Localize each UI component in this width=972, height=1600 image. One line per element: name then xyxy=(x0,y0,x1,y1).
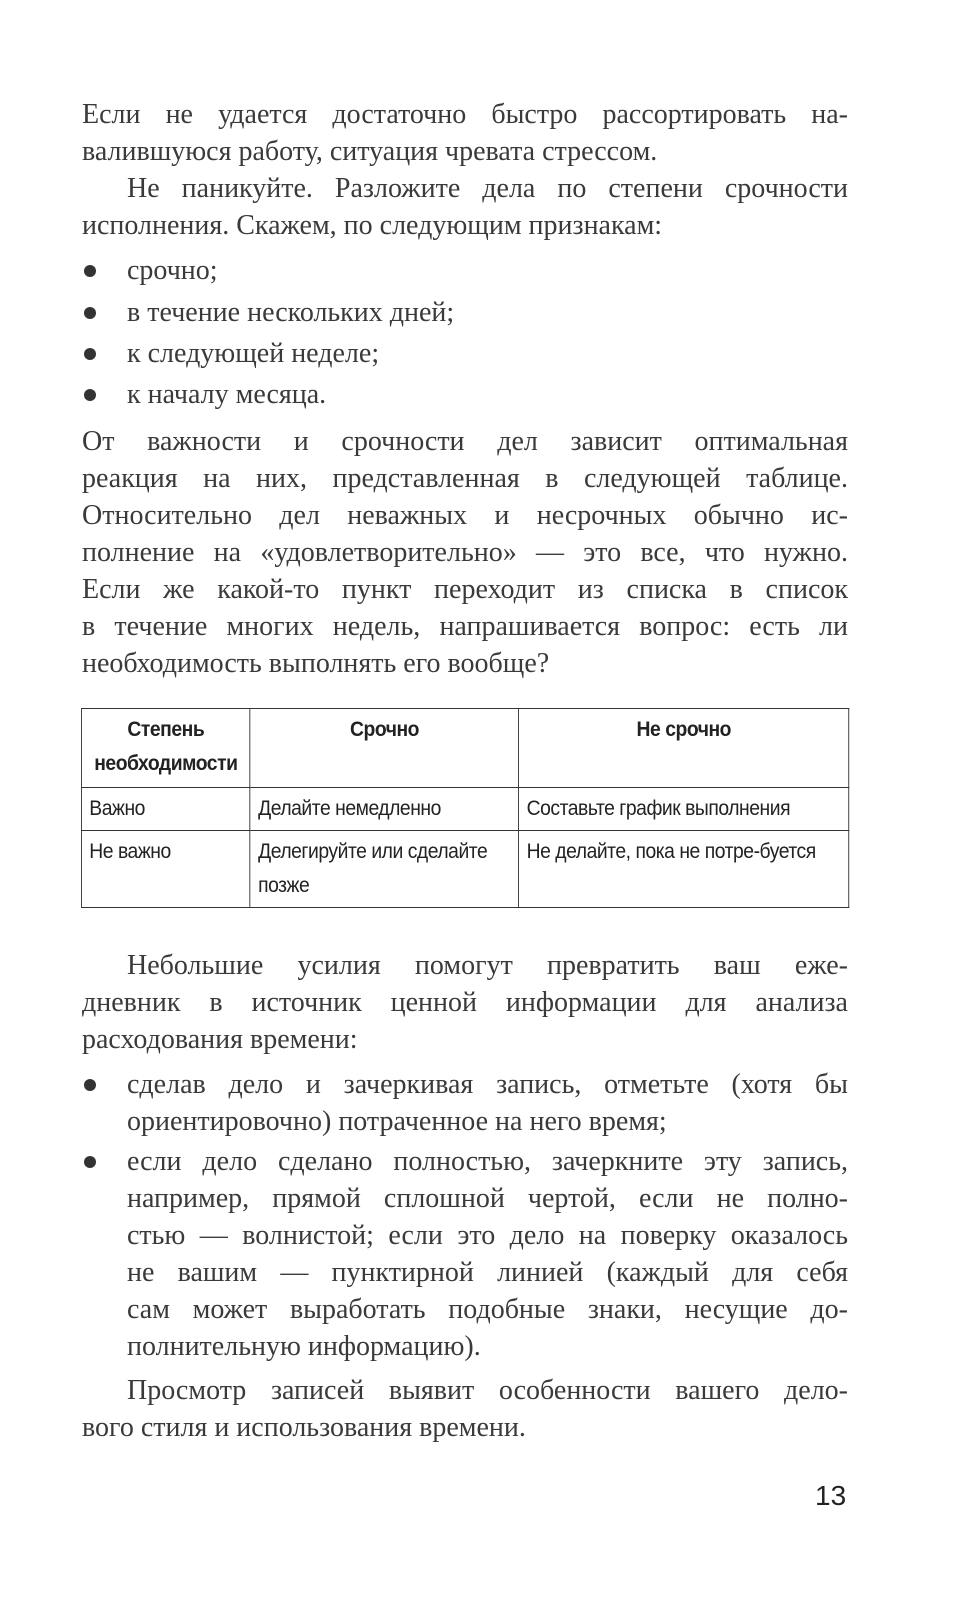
table-cell: Делегируйте или сделайте позже xyxy=(250,831,519,908)
paragraph-line: необходимость выполнять его вообще? xyxy=(82,648,550,679)
list-item-line: если дело сделано полностью, зачеркните эту запись, xyxy=(127,1146,848,1177)
urgency-importance-table xyxy=(81,708,849,908)
bullet-icon xyxy=(84,1156,96,1168)
paragraph-line: в течение многих недель, напрашивается вопрос: есть ли xyxy=(82,611,848,642)
table-header: Не срочно xyxy=(519,709,849,788)
list-item-line: например, прямой сплошной чертой, если не полно- xyxy=(127,1183,848,1214)
table-cell: Составьте график выполнения xyxy=(519,788,849,831)
table-cell: Не делайте, пока не потре-буется xyxy=(519,831,849,908)
bullet-icon xyxy=(84,1079,96,1091)
paragraph-line: От важности и срочности дел зависит оптимальная xyxy=(82,426,848,457)
paragraph-line: Небольшие усилия помогут превратить ваш еже- xyxy=(127,950,848,981)
paragraph-line: Относительно дел неважных и несрочных обычно ис- xyxy=(82,500,848,531)
paragraph-line: Просмотр записей выявит особенности вашего дело- xyxy=(127,1375,848,1406)
table-row xyxy=(81,788,848,831)
bullet-icon xyxy=(84,389,96,401)
page-number: 13 xyxy=(815,1480,847,1511)
paragraph-line: Если не удается достаточно быстро рассортировать на- xyxy=(82,99,848,130)
paragraph-line: полнение на «удовлетворительно» — это все, что нужно. xyxy=(82,537,848,568)
paragraph-line: Не паникуйте. Разложите дела по степени срочности xyxy=(127,173,848,204)
bullet-icon xyxy=(84,307,96,319)
list-item-line: сделав дело и зачеркивая запись, отметьте (хотя бы xyxy=(127,1069,848,1100)
table-cell: Делайте немедленно xyxy=(250,788,519,831)
list-item-line: к следующей неделе; xyxy=(127,338,380,369)
list-item-line: сам может выработать подобные знаки, несущие до- xyxy=(127,1294,848,1325)
paragraph-line: дневник в источник ценной информации для анализа xyxy=(82,987,848,1018)
table-header: Степень необходимости xyxy=(81,709,250,788)
list-item-line: к началу месяца. xyxy=(127,379,327,410)
list-item-line: полнительную информацию). xyxy=(127,1331,481,1362)
bullet-icon xyxy=(84,348,96,360)
bullet-icon xyxy=(84,265,96,277)
paragraph-line: исполнения. Скажем, по следующим признакам: xyxy=(82,210,663,241)
table-cell: Важно xyxy=(81,788,250,831)
paragraph-line: Если же какой-то пункт переходит из списка в список xyxy=(82,574,848,605)
paragraph-line: реакция на них, представленная в следующей таблице. xyxy=(82,463,848,494)
list-item-line: ориентировочно) потраченное на него время; xyxy=(127,1106,667,1137)
table-header-row xyxy=(81,709,848,788)
table-header: Срочно xyxy=(250,709,519,788)
paragraph-line: валившуюся работу, ситуация чревата стрессом. xyxy=(82,136,658,167)
list-item-line: в течение нескольких дней; xyxy=(127,297,455,328)
list-item-line: стью — волнистой; если это дело на поверку оказалось xyxy=(127,1220,848,1251)
list-item-line: не вашим — пунктирной линией (каждый для себя xyxy=(127,1257,848,1288)
paragraph-line: вого стиля и использования времени. xyxy=(82,1412,526,1443)
paragraph-line: расходования времени: xyxy=(82,1024,358,1055)
list-item-line: срочно; xyxy=(127,255,218,286)
table-cell: Не важно xyxy=(81,831,250,908)
table-row xyxy=(81,831,848,908)
